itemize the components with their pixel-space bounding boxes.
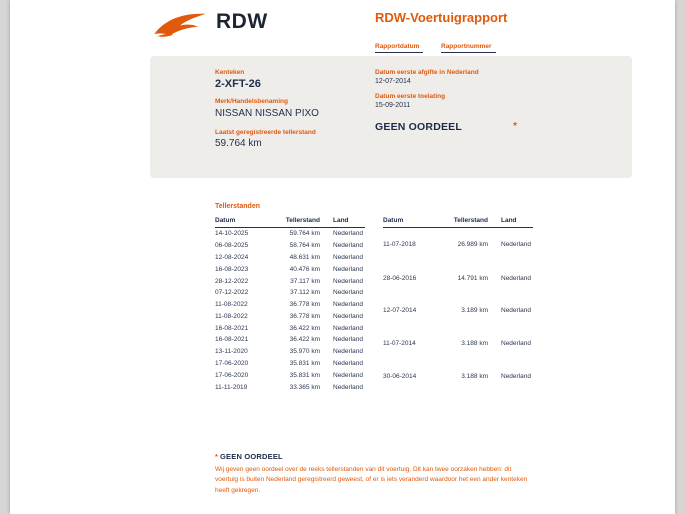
cell-datum: 17-06-2020 [215,359,249,367]
rdw-logo-icon [152,8,208,42]
cell-land: Nederland [333,383,363,391]
cell-land: Nederland [333,336,363,344]
cell-land: Nederland [333,312,363,320]
footnote-title: GEEN OORDEEL [220,452,283,461]
cell-land: Nederland [333,348,363,356]
merk-label: Merk/Handelsbenaming [215,98,288,105]
table-row [215,310,365,322]
col-header-datum: Datum [383,215,441,228]
cell-land: Nederland [501,373,531,380]
cell-land: Nederland [333,277,363,285]
summary-left-column [215,69,365,157]
table-row [383,294,533,327]
cell-tellerstand: 33.365 km [289,383,320,391]
cell-datum: 13-11-2020 [215,348,248,356]
table-row [215,334,365,346]
tellerstand-label: Laatst geregistreerde tellerstand [215,128,316,136]
header [152,8,268,42]
cell-land: Nederland [333,242,363,250]
tellerstand-value: 59.764 km [215,137,262,149]
cell-datum: 12-07-2014 [383,307,417,315]
afgifte-label: Datum eerste afgifte in Nederland [375,69,479,76]
table-row [215,275,365,287]
cell-tellerstand: 35.970 km [289,348,320,356]
cell-tellerstand: 3.188 km [461,340,488,348]
col-header-land: Land [320,215,365,228]
table-row [215,369,365,381]
cell-land: Nederland [501,274,531,282]
table-row [215,346,365,358]
tellerstanden-table-right [383,215,533,393]
cell-land: Nederland [333,253,363,261]
table-row [215,358,365,370]
cell-land: Nederland [333,265,363,273]
cell-datum: 16-08-2023 [215,265,249,273]
cell-land: Nederland [333,230,363,238]
col-header-tellerstand: Tellerstand [441,215,488,228]
cell-tellerstand: 36.422 km [289,336,320,344]
cell-datum: 14-10-2025 [215,230,249,238]
kenteken-label: Kenteken [215,69,245,76]
col-header-land: Land [488,215,533,228]
footnote-asterisk: * [215,452,218,461]
table-row [215,322,365,334]
cell-land: Nederland [333,371,363,379]
tellerstanden-tables [215,215,533,393]
cell-tellerstand: 37.117 km [290,277,320,285]
cell-tellerstand: 35.831 km [289,371,320,379]
cell-land: Nederland [501,340,531,348]
table-row [215,287,365,299]
report-number-label: Rapportnummer [441,43,496,53]
cell-tellerstand: 48.631 km [289,253,320,261]
cell-land: Nederland [333,301,363,309]
cell-datum: 06-08-2025 [215,242,249,250]
report-page [10,0,675,514]
toelating-label: Datum eerste toelating [375,93,446,100]
merk-value: NISSAN NISSAN PIXO [215,108,319,119]
summary-right-column [375,69,517,133]
afgifte-value: 12-07-2014 [375,78,411,85]
cell-land: Nederland [333,359,363,367]
cell-datum: 30-06-2014 [383,373,417,380]
cell-tellerstand: 58.764 km [289,242,320,250]
report-title: RDW-Voertuigrapport [375,10,508,25]
cell-datum: 07-12-2022 [215,289,249,297]
cell-land: Nederland [501,241,531,249]
cell-datum: 11-08-2022 [215,301,248,309]
table-row [215,228,365,240]
cell-tellerstand: 14.791 km [457,274,488,282]
cell-tellerstand: 35.831 km [289,359,320,367]
table-row [383,327,533,360]
col-header-tellerstand: Tellerstand [273,215,320,228]
cell-datum: 11-08-2022 [215,312,248,320]
footnote [215,452,535,496]
oordeel-text: GEEN OORDEEL [375,121,462,133]
cell-datum: 11-07-2018 [383,241,416,249]
cell-tellerstand: 40.476 km [289,265,320,273]
table-header-row [383,215,533,228]
table-row [383,262,533,295]
cell-land: Nederland [333,289,363,297]
vehicle-summary-panel [150,56,632,178]
cell-datum: 16-08-2021 [215,336,249,344]
table-row [215,240,365,252]
cell-land: Nederland [501,307,531,315]
footnote-heading [215,452,535,461]
cell-tellerstand: 3.189 km [461,307,488,315]
cell-tellerstand: 59.764 km [289,230,320,238]
tellerstanden-section-title: Tellerstanden [215,203,260,210]
cell-land: Nederland [333,324,363,332]
tellerstanden-table-left [215,215,365,393]
oordeel-asterisk: * [513,121,517,132]
cell-tellerstand: 36.778 km [289,301,320,309]
col-header-datum: Datum [215,215,273,228]
cell-datum: 28-06-2016 [383,274,417,282]
oordeel-row [375,121,517,133]
kenteken-value: 2-XFT-26 [215,78,261,90]
cell-tellerstand: 36.422 km [289,324,320,332]
table-row [215,263,365,275]
table-header-row [215,215,365,228]
report-date-label: Rapportdatum [375,43,423,53]
table-row [383,228,533,262]
cell-tellerstand: 3.188 km [461,373,488,380]
cell-tellerstand: 26.989 km [457,241,488,249]
toelating-value: 15-09-2011 [375,102,411,109]
cell-tellerstand: 37.112 km [290,289,320,297]
table-row [215,299,365,311]
cell-datum: 11-11-2019 [215,383,248,391]
cell-datum: 11-07-2014 [383,340,416,348]
cell-tellerstand: 36.778 km [289,312,320,320]
cell-datum: 17-06-2020 [215,371,249,379]
footnote-body: Wij geven geen oordeel over de reeks tellerstanden van dit voertuig. Dit kan twee oorzaken hebben: dit voertuig is buiten Nederland geregistreerd geweest, of er is iets veranderd waardoor het een ander kenteken heeft gekregen. [215,466,528,494]
cell-datum: 16-08-2021 [215,324,249,332]
table-row [215,381,365,393]
cell-datum: 12-08-2024 [215,253,249,261]
table-row [215,252,365,264]
brand-wordmark: RDW [216,10,268,33]
table-row [383,360,533,393]
cell-datum: 28-12-2022 [215,277,249,285]
